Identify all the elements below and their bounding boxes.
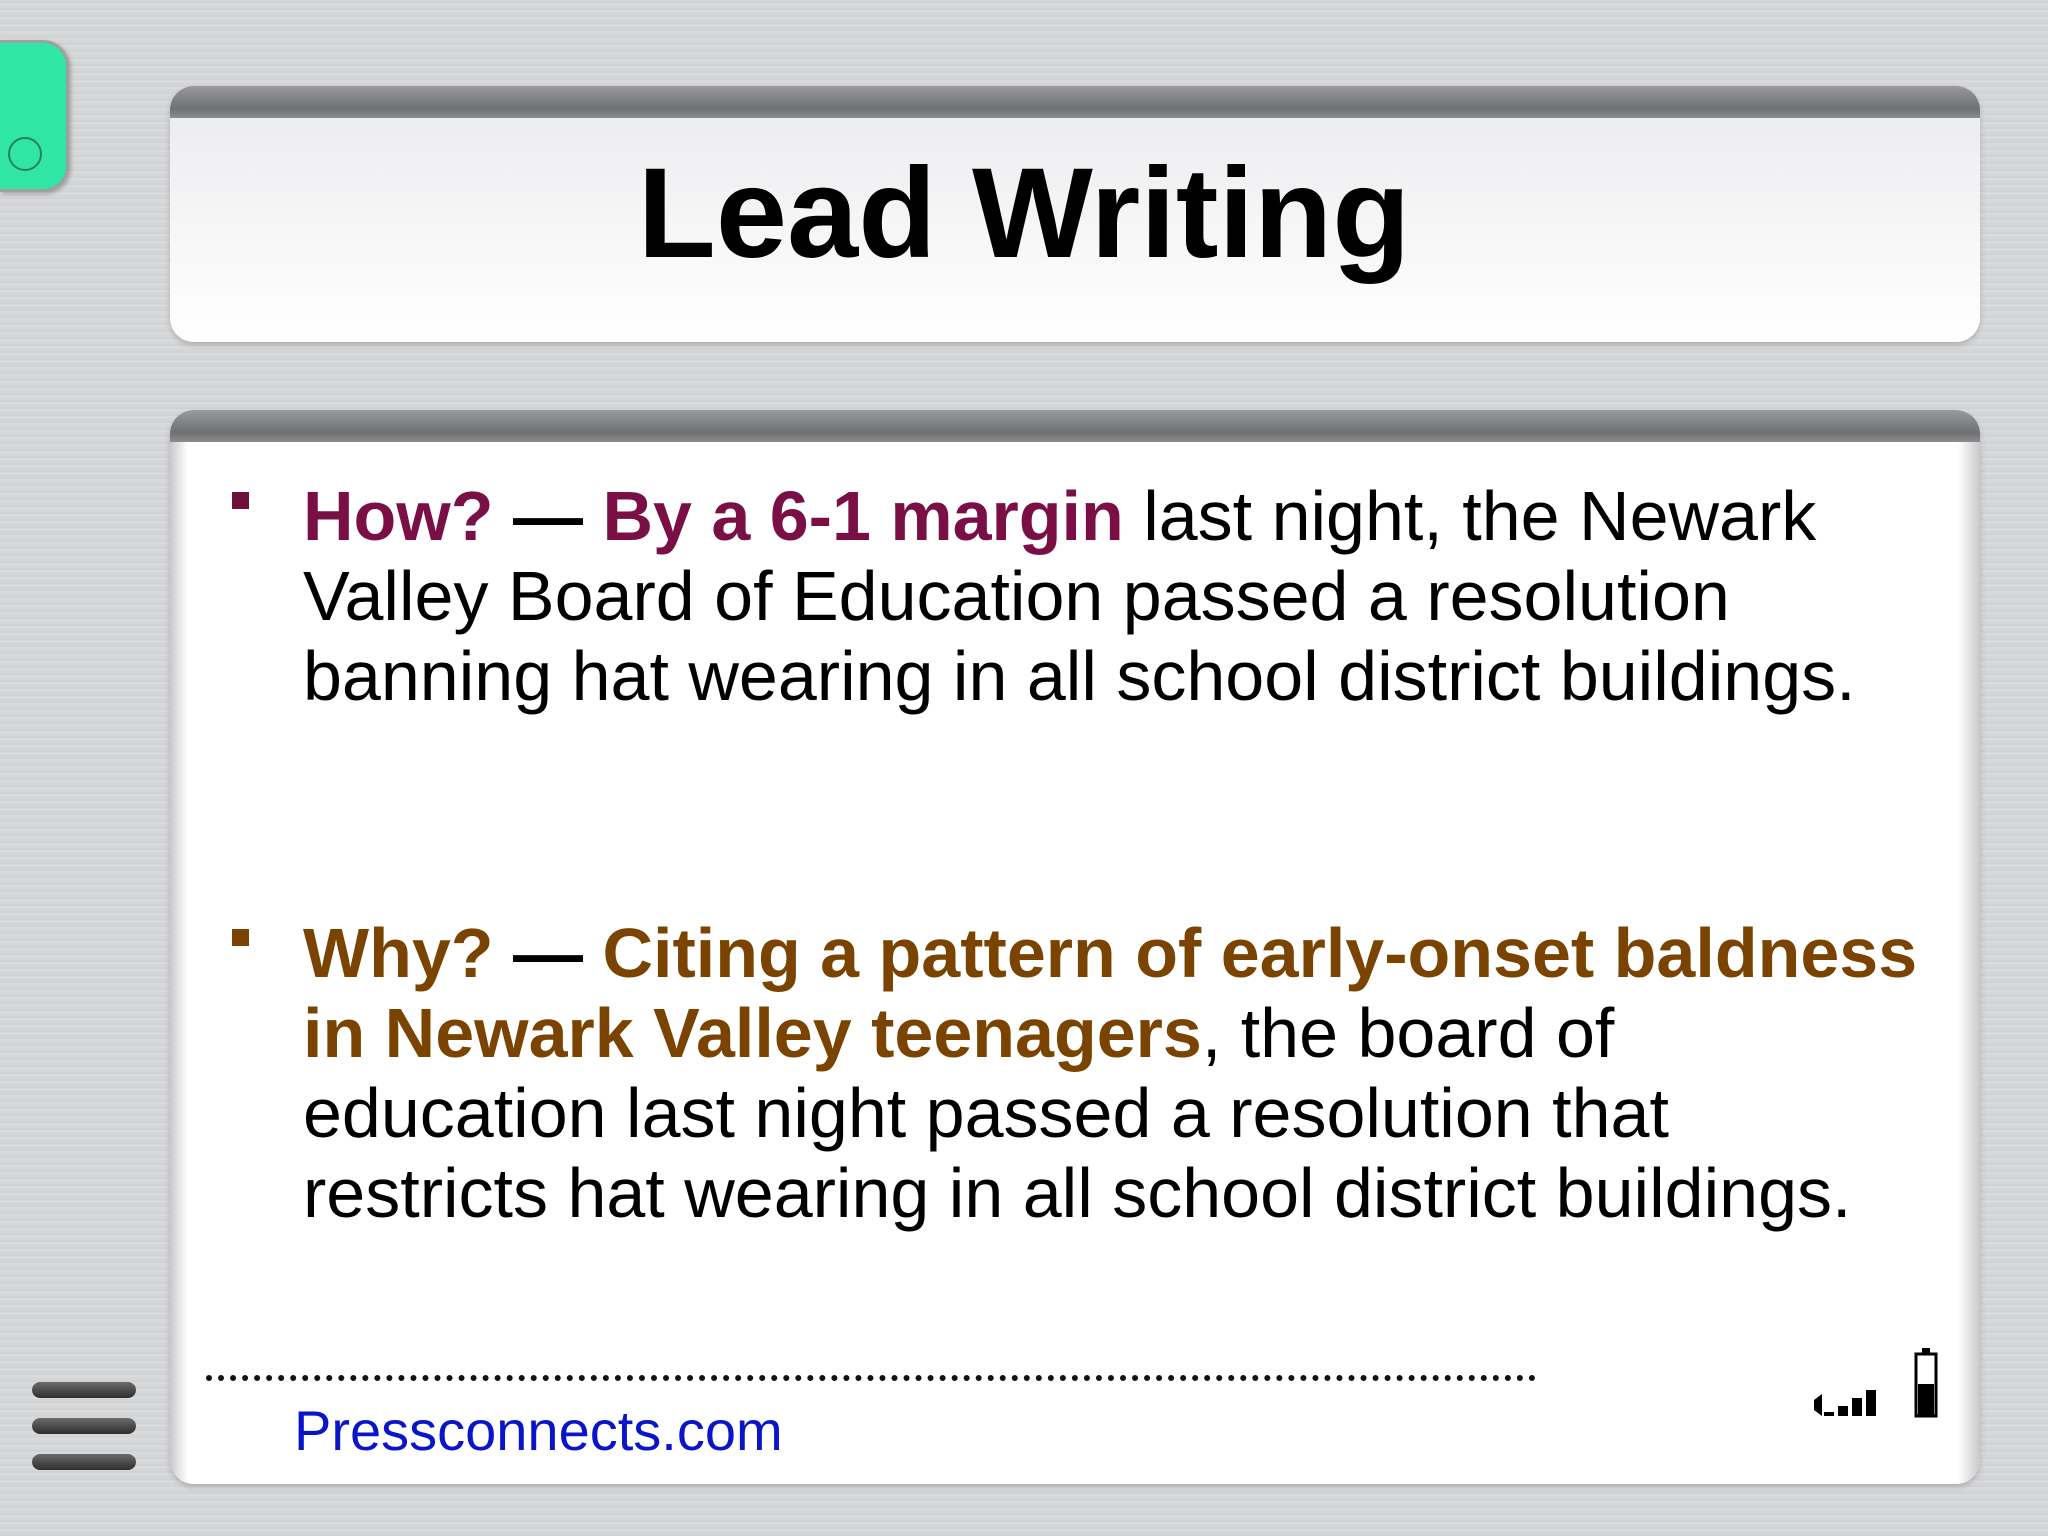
content-panel-edge-left <box>170 442 188 1484</box>
bullet-marker <box>232 929 249 946</box>
bullet-why-text <box>303 913 1923 1233</box>
bullet-how-rest: last night, the Newark Valley Board of Education passed a resolution banning hat wearing in all school district buildings. <box>303 477 1856 715</box>
bullet-why-highlight: Citing a pattern of early-onset baldness in Newark Valley teenagers <box>303 914 1918 1072</box>
content-panel-bar <box>170 410 1980 442</box>
footer-divider <box>206 1375 1536 1381</box>
title-panel-bar <box>170 86 1980 118</box>
content-panel-edge-right <box>1958 442 1980 1484</box>
bullet-how-text <box>303 476 1923 716</box>
bullet-how-dash: — <box>512 477 583 555</box>
bullet-marker <box>232 492 249 509</box>
slide-title: Lead Writing <box>637 142 1411 285</box>
footer-link[interactable]: Pressconnects.com <box>294 1399 783 1462</box>
volume-signal-battery-icon <box>1812 1346 1948 1418</box>
bullet-how-label: How? <box>303 477 494 555</box>
hamburger-menu-icon[interactable] <box>32 1378 136 1474</box>
bullet-why-label: Why? <box>303 914 494 992</box>
bullet-why-dash: — <box>512 914 583 992</box>
bullet-how-highlight: By a 6-1 margin <box>602 477 1124 555</box>
bullet-why-rest: , the board of education last night passed a resolution that restricts hat wearing in all school district buildings. <box>303 994 1852 1232</box>
